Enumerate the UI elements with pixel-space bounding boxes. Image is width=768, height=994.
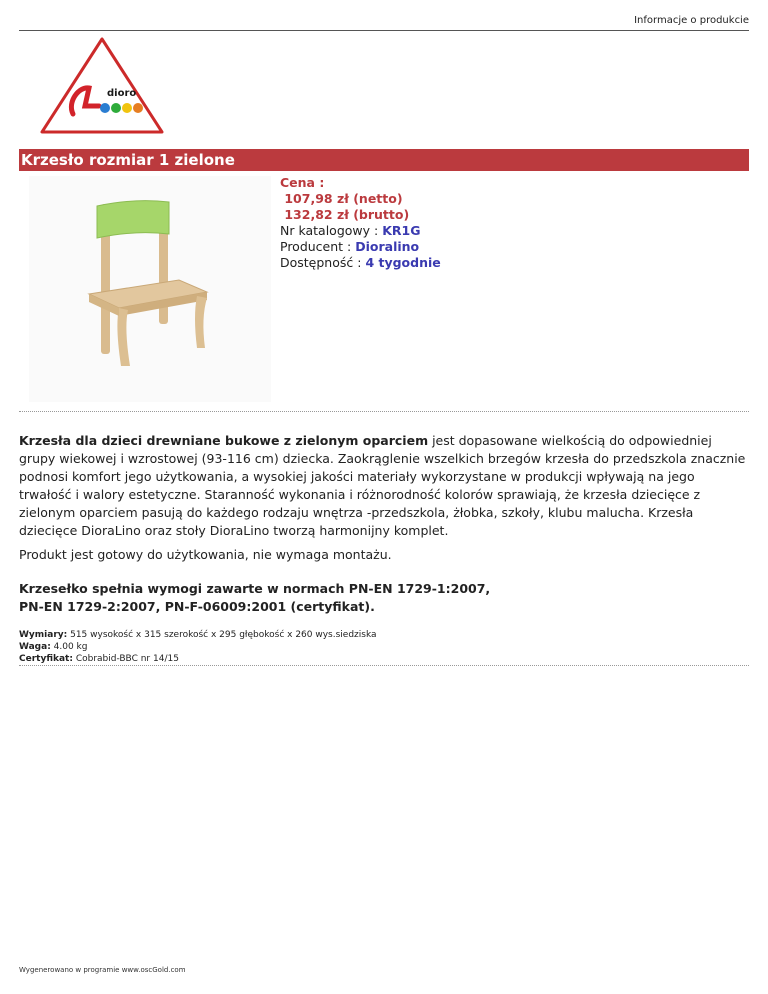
producer-label: Producent :	[280, 239, 356, 254]
logo-triangle-icon	[39, 36, 165, 136]
catalog-number-row	[280, 223, 441, 239]
weight-label: Waga:	[19, 642, 51, 652]
product-title-bar	[19, 149, 749, 171]
page-header	[19, 15, 749, 31]
product-title: Krzesło rozmiar 1 zielone	[21, 151, 235, 169]
producer-link[interactable]: Dioralino	[355, 239, 420, 254]
description-text: jest dopasowane wielkością do odpowiedniej grupy wiekowej i wzrostowej (93-116 cm) dziecka. Zaokrąglenie wszelkich brzegów krzesła do przedszkola znacznie podnosi komfort jego użytkowania, a wysokiej jakości materiały wykorzystane w produkcji wpływają na jego trwałość i walory estetyczne. Staranność wykonania i różnorodność kolorów sprawiają, że krzesła dziecięce z zielonym oparciem pasują do każdego rodzaju wnętrza -przedszkola, żłobka, szkoły, klubu malucha. Krzesła dziecięce DioraLino oraz stoły DioraLino tworzą harmonijny komplet.	[19, 433, 746, 538]
catalog-number-label: Nr katalogowy :	[280, 223, 383, 238]
price-net: 107,98 zł (netto)	[280, 191, 403, 206]
product-specs	[19, 629, 749, 665]
catalog-number-link[interactable]: KR1G	[382, 223, 421, 238]
logo-main-text: Lino	[39, 36, 42, 37]
standards-note	[19, 580, 749, 616]
availability-label: Dostępność :	[280, 255, 366, 270]
weight-row	[19, 641, 749, 653]
certificate-row	[19, 653, 749, 665]
dimensions-label: Wymiary:	[19, 630, 68, 640]
price-gross: 132,82 zł (brutto)	[280, 207, 410, 222]
description-bold-intro: Krzesła dla dzieci drewniane bukowe z zielonym oparciem	[19, 433, 429, 448]
price-label: Cena :	[280, 175, 325, 190]
product-image[interactable]	[29, 176, 271, 402]
logo-small-text: dioro	[107, 88, 137, 99]
header-title: Informacje o produkcie	[634, 15, 749, 26]
company-logo[interactable]	[39, 36, 165, 136]
availability-value: 4 tygodnie	[365, 255, 441, 270]
footer-note: Wygenerowano w programie www.oscGold.com	[19, 966, 186, 974]
certificate-label: Certyfikat:	[19, 654, 73, 664]
chair-image	[29, 176, 271, 402]
availability-row	[280, 255, 441, 271]
certificate-value: Cobrabid-BBC nr 14/15	[72, 654, 179, 664]
dimensions-row	[19, 629, 749, 641]
product-description	[19, 432, 749, 540]
divider	[19, 411, 749, 412]
weight-value: 4.00 kg	[50, 642, 88, 652]
producer-row	[280, 239, 441, 255]
product-info	[280, 175, 441, 271]
standards-line-1: Krzesełko spełnia wymogi zawarte w normach PN-EN 1729-1:2007,	[19, 581, 491, 596]
divider	[19, 665, 749, 666]
assembly-note: Produkt jest gotowy do użytkowania, nie wymaga montażu.	[19, 547, 392, 562]
dimensions-value: 515 wysokość x 315 szerokość x 295 głębokość x 260 wys.siedziska	[67, 630, 377, 640]
standards-line-2: PN-EN 1729-2:2007, PN-F-06009:2001 (certyfikat).	[19, 599, 375, 614]
